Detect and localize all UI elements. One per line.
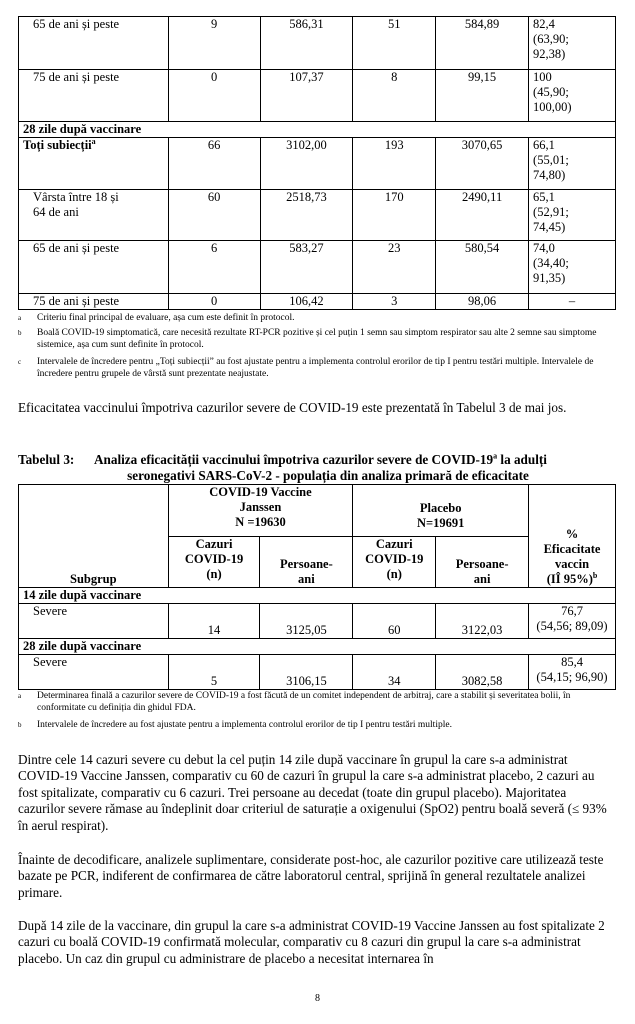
footnote-mark: a (493, 451, 498, 461)
footnote-mark: c (18, 358, 22, 366)
footnote (18, 312, 608, 324)
paragraph: Eficacitatea vaccinului împotriva cazurilor severe de COVID-19 este prezentată în Tabelul 3 de mai jos. (18, 400, 567, 415)
row-label: 65 de ani și peste (19, 241, 169, 294)
cell-efficacy: – (529, 294, 616, 310)
cell-py-placebo: 2490,11 (436, 190, 529, 241)
cell-py-vaccine: 586,31 (260, 17, 353, 70)
cell-cases-placebo: 170 (353, 190, 436, 241)
severe-efficacy-table (18, 484, 616, 690)
cell-cases-placebo: 60 (353, 604, 436, 639)
table-row (19, 70, 616, 122)
table-row (19, 138, 616, 190)
cell-py-placebo: 99,15 (436, 70, 529, 122)
row-label: 65 de ani și peste (19, 17, 169, 70)
py-placebo-header: Persoane- ani (436, 537, 529, 588)
cell-cases-vaccine: 5 (168, 655, 260, 690)
paragraph: După 14 zile de la vaccinare, din grupul la care s-a administrat COVID-19 Vaccine Janssen au fost spitalizate 2 cazuri cu boală COVID-19 confirmată molecular, comparativ cu 8 cazuri din grupul la care s-a administrat placebo. Un caz din grupul cu administrare de placebo a necesitat internarea în (18, 918, 605, 966)
footnote (18, 719, 608, 731)
header-row (19, 485, 616, 537)
page-number: 8 (315, 993, 320, 1004)
section-title: 28 zile după vaccinare (19, 639, 616, 655)
cell-efficacy: 74,0 (34,40; 91,35) (529, 241, 616, 294)
cell-py-vaccine: 2518,73 (260, 190, 353, 241)
footnote (18, 327, 608, 351)
cell-cases-placebo: 23 (353, 241, 436, 294)
row-label (19, 138, 169, 190)
paragraph: Înainte de decodificare, analizele suplimentare, considerate post-hoc, ale cazurilor pozitive care utilizează teste bazate pe PCR, indiferent de confirmarea de către laboratorul central, sprijină în general rezultatele analizei primare. (18, 852, 604, 900)
subgroup-header-text: Subgrup (70, 572, 117, 586)
cell-py-vaccine: 107,37 (260, 70, 353, 122)
cell-py-placebo: 98,06 (436, 294, 529, 310)
efficacy-header-text: % Eficacitate vaccin (IÎ 95%) (543, 527, 601, 586)
py-vaccine-header: Persoane- ani (260, 537, 353, 588)
cell-cases-vaccine: 9 (168, 17, 260, 70)
cases-placebo-header: Cazuri COVID-19 (n) (353, 537, 436, 588)
caption-line-1: Analiza eficacității vaccinului împotriva cazurilor severe de COVID-19 (94, 452, 494, 467)
cell-py-vaccine: 106,42 (260, 294, 353, 310)
cell-efficacy: 76,7 (54,56; 89,09) (529, 604, 616, 639)
row-label: Vârsta între 18 și 64 de ani (19, 190, 169, 241)
section-row (19, 588, 616, 604)
cell-cases-placebo: 3 (353, 294, 436, 310)
row-label: Severe (19, 604, 169, 639)
footnote-text: Intervalele de încredere au fost ajustate pentru a implementa controlul erorilor de tip I pentru testări multiple. (37, 720, 452, 730)
vaccine-header: COVID-19 Vaccine Janssen N =19630 (168, 485, 353, 537)
cell-py-placebo: 3082,58 (436, 655, 529, 690)
cell-py-vaccine: 583,27 (260, 241, 353, 294)
cell-efficacy: 66,1 (55,01; 74,80) (529, 138, 616, 190)
footnote-text: Intervalele de încredere pentru „Toți subiecții” au fost ajustate pentru a implementa controlul erorilor de tip I pentru testări multiple. Intervalele de încredere pentru grupele de vârstă sunt prezentate neajustate. (37, 357, 594, 379)
caption-label: Tabelul 3: (18, 452, 75, 467)
footnote (18, 690, 608, 714)
cell-cases-placebo: 193 (353, 138, 436, 190)
section-title: 28 zile după vaccinare (19, 122, 616, 138)
row-label: 75 de ani și peste (19, 70, 169, 122)
table-row (19, 241, 616, 294)
cell-cases-vaccine: 0 (168, 70, 260, 122)
footnote-mark: a (91, 136, 96, 146)
footnote (18, 356, 608, 380)
table-row (19, 655, 616, 690)
section-title: 14 zile după vaccinare (19, 588, 616, 604)
table-row (19, 294, 616, 310)
section-row (19, 122, 616, 138)
cell-py-vaccine: 3125,05 (260, 604, 353, 639)
footnote-text: Determinarea finală a cazurilor severe de COVID-19 a fost făcută de un comitet independent de arbitraj, care a stabilit și severitatea bolii, în conformitate cu definiția din ghidul FDA. (37, 691, 571, 713)
cell-efficacy: 85,4 (54,15; 96,90) (529, 655, 616, 690)
footnote-mark: b (592, 570, 598, 580)
caption-line-2: seronegativi SARS-CoV-2 - populația din analiza primară de eficacitate (127, 468, 529, 483)
cell-efficacy: 100 (45,90; 100,00) (529, 70, 616, 122)
efficacy-table-continued (18, 16, 616, 310)
table-row (19, 604, 616, 639)
cell-cases-placebo: 34 (353, 655, 436, 690)
cell-cases-placebo: 8 (353, 70, 436, 122)
footnote-mark: a (18, 692, 22, 700)
cell-cases-vaccine: 6 (168, 241, 260, 294)
cell-py-placebo: 3070,65 (436, 138, 529, 190)
section-row (19, 639, 616, 655)
cell-py-placebo: 580,54 (436, 241, 529, 294)
cell-cases-vaccine: 60 (168, 190, 260, 241)
row-label: 75 de ani și peste (19, 294, 169, 310)
paragraph: Dintre cele 14 cazuri severe cu debut la cel puțin 14 zile după vaccinare în grupul la care s-a administrat COVID-19 Vaccine Janssen, comparativ cu 60 de cazuri în grupul la care s-a administrat placebo, 2 cazuri au fost spitalizate, comparativ cu 6 cazuri. Trei persoane au decedat (toate din grupul placebo). Majoritatea cazurilor severe rămase au îndeplinit doar criteriul de saturație a oxigenului (SpO2) pentru boală severă (≤ 93% în aerul respirat). (18, 752, 607, 833)
cell-cases-placebo: 51 (353, 17, 436, 70)
cell-cases-vaccine: 0 (168, 294, 260, 310)
footnote-text: Criteriu final principal de evaluare, așa cum este definit în protocol. (37, 313, 295, 323)
cell-py-placebo: 3122,03 (436, 604, 529, 639)
footnote-mark: a (18, 314, 22, 322)
placebo-header: Placebo N=19691 (353, 485, 529, 537)
efficacy-header (529, 485, 616, 588)
footnote-mark: b (18, 329, 22, 337)
cell-efficacy: 65,1 (52,91; 74,45) (529, 190, 616, 241)
cell-cases-vaccine: 14 (168, 604, 260, 639)
table-row (19, 190, 616, 241)
row-label-text: Toți subiecții (23, 138, 92, 152)
footnote-mark: b (18, 721, 22, 729)
cell-py-vaccine: 3102,00 (260, 138, 353, 190)
cell-py-placebo: 584,89 (436, 17, 529, 70)
footnote-text: Boală COVID-19 simptomatică, care necesită rezultate RT-PCR pozitive și cel puțin 1 semn sau simptom respirator sau alte 2 semne sau simptome sistemice, așa cum sunt definite în protocol. (37, 328, 597, 350)
cell-efficacy: 82,4 (63,90; 92,38) (529, 17, 616, 70)
row-label: Severe (19, 655, 169, 690)
table-caption (18, 452, 618, 484)
table-row (19, 17, 616, 70)
cases-vaccine-header: Cazuri COVID-19 (n) (168, 537, 260, 588)
cell-cases-vaccine: 66 (168, 138, 260, 190)
subgroup-header (19, 485, 169, 588)
caption-line-1-end: la adulți (497, 452, 547, 467)
cell-py-vaccine: 3106,15 (260, 655, 353, 690)
